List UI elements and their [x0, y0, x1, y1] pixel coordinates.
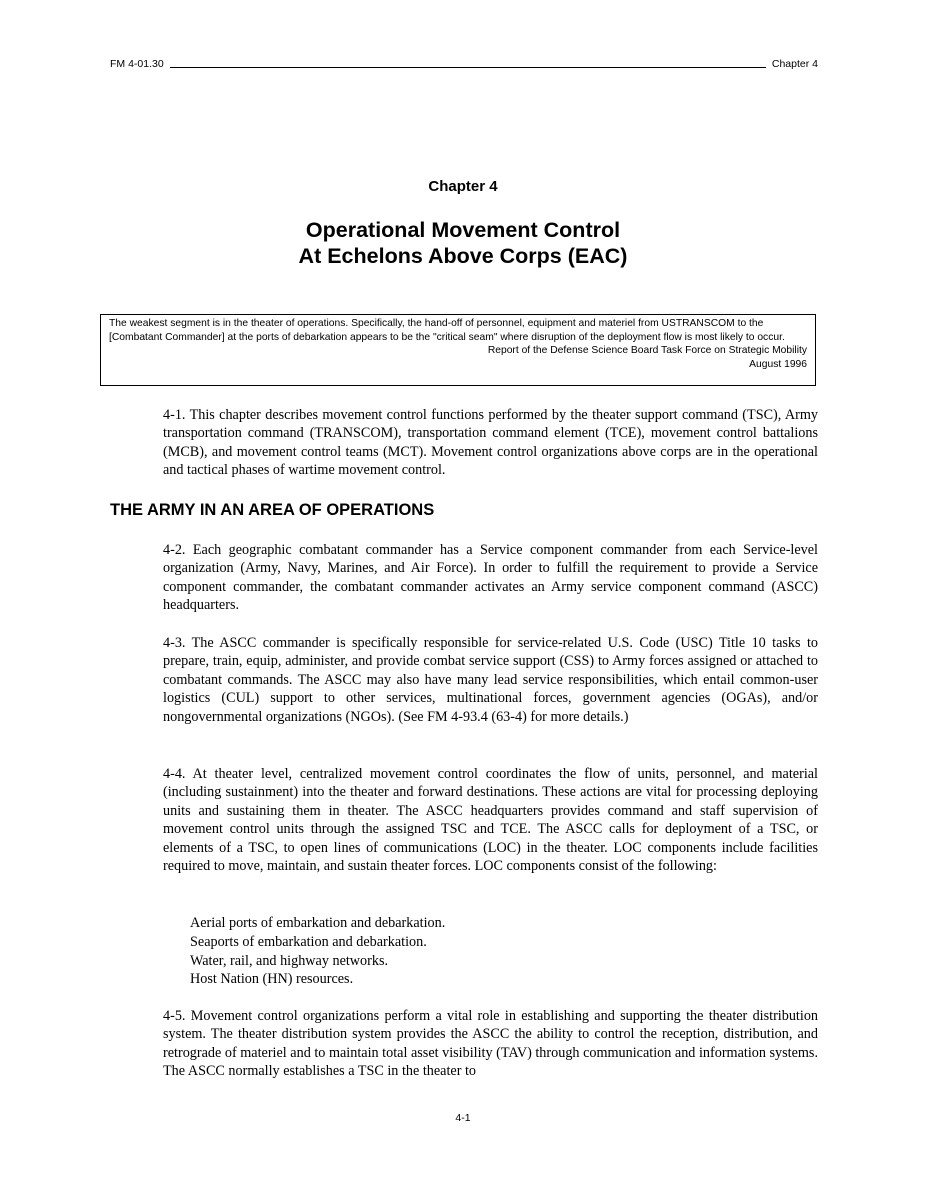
- paragraph-4-5: 4-5. Movement control organizations perform a vital role in establishing and supporting the theater distribution system. The theater distribution system provides the ASCC the ability to control the reception, distribution, and retrograde of materiel and to maintain total asset visibility (TAV) through communication and information systems. The ASCC normally establishes a TSC in the theater to: [163, 1008, 818, 1080]
- list-item: Seaports of embarkation and debarkation.: [190, 933, 427, 950]
- paragraph-4-2: 4-2. Each geographic combatant commander has a Service component commander from each Service-level organization (Army, Navy, Marines, and Air Force). In order to fulfill the requirement to provide a Service component commander, the combatant commander activates an Army service component command (ASCC) headquarters.: [163, 542, 818, 614]
- list-item: Host Nation (HN) resources.: [190, 971, 354, 988]
- list-item: Water, rail, and highway networks.: [190, 952, 389, 969]
- list-item: Aerial ports of embarkation and debarkation.: [190, 915, 446, 931]
- quote-date: August 1996: [749, 358, 807, 370]
- quote-source: Report of the Defense Science Board Task Force on Strategic Mobility: [487, 345, 807, 356]
- chapter-title-line-1: Operational Movement Control: [305, 218, 621, 242]
- paragraph-4-3: 4-3. The ASCC commander is specifically responsible for service-related U.S. Code (USC) Title 10 tasks to prepare, train, equip, administer, and provide combat service support (CSS) to Army forces assigned or attached to combatant commands. The ASCC may also have many lead service responsibilities, which entail common-user logistics (CUL) support to other services, multinational forces, government agencies (OGAs), and/or nongovernmental organizations (NGOs). (See FM 4-93.4 (63-4) for more details.): [163, 635, 818, 725]
- paragraph-4-1: 4-1. This chapter describes movement control functions performed by the theater support command (TSC), Army transportation command (TRANSCOM), transportation command element (TCE), movement control battalions (MCB), and movement control teams (MCT). Movement control organizations above corps are in the operational and tactical phases of wartime movement control.: [163, 407, 818, 479]
- running-header: [110, 54, 818, 70]
- section-heading: THE ARMY IN AN AREA OF OPERATIONS: [110, 501, 435, 519]
- page-number: 4-1: [455, 1112, 471, 1124]
- header-publication-id: FM 4-01.30: [110, 58, 164, 70]
- header-rule: [170, 67, 766, 68]
- chapter-label: Chapter 4: [428, 178, 498, 195]
- chapter-title: [0, 217, 926, 269]
- header-chapter: Chapter 4: [771, 58, 818, 70]
- loc-components-list: [190, 914, 445, 989]
- epigraph-quote-box: [100, 314, 816, 386]
- quote-text: The weakest segment is in the theater of operations. Specifically, the hand-off of personnel, equipment and materiel from USTRANSCOM to the [Combatant Commander] at the ports of debarkation appears to be the "critical seam" where disruption of the deployment flow is most likely to occur.: [109, 318, 785, 343]
- paragraph-4-4: 4-4. At theater level, centralized movement control coordinates the flow of units, personnel, and material (including sustainment) into the theater and forward destinations. These actions are vital for processing deploying units and sustaining them in theater. The ASCC headquarters provides command and staff supervision of movement control units through the assigned TSC and TCE. The ASCC calls for deployment of a TSC, or elements of a TSC, to open lines of communications (LOC) in the theater. LOC components include facilities required to move, maintain, and sustain theater forces. LOC components consist of the following:: [163, 766, 818, 875]
- chapter-title-line-2: At Echelons Above Corps (EAC): [298, 244, 628, 268]
